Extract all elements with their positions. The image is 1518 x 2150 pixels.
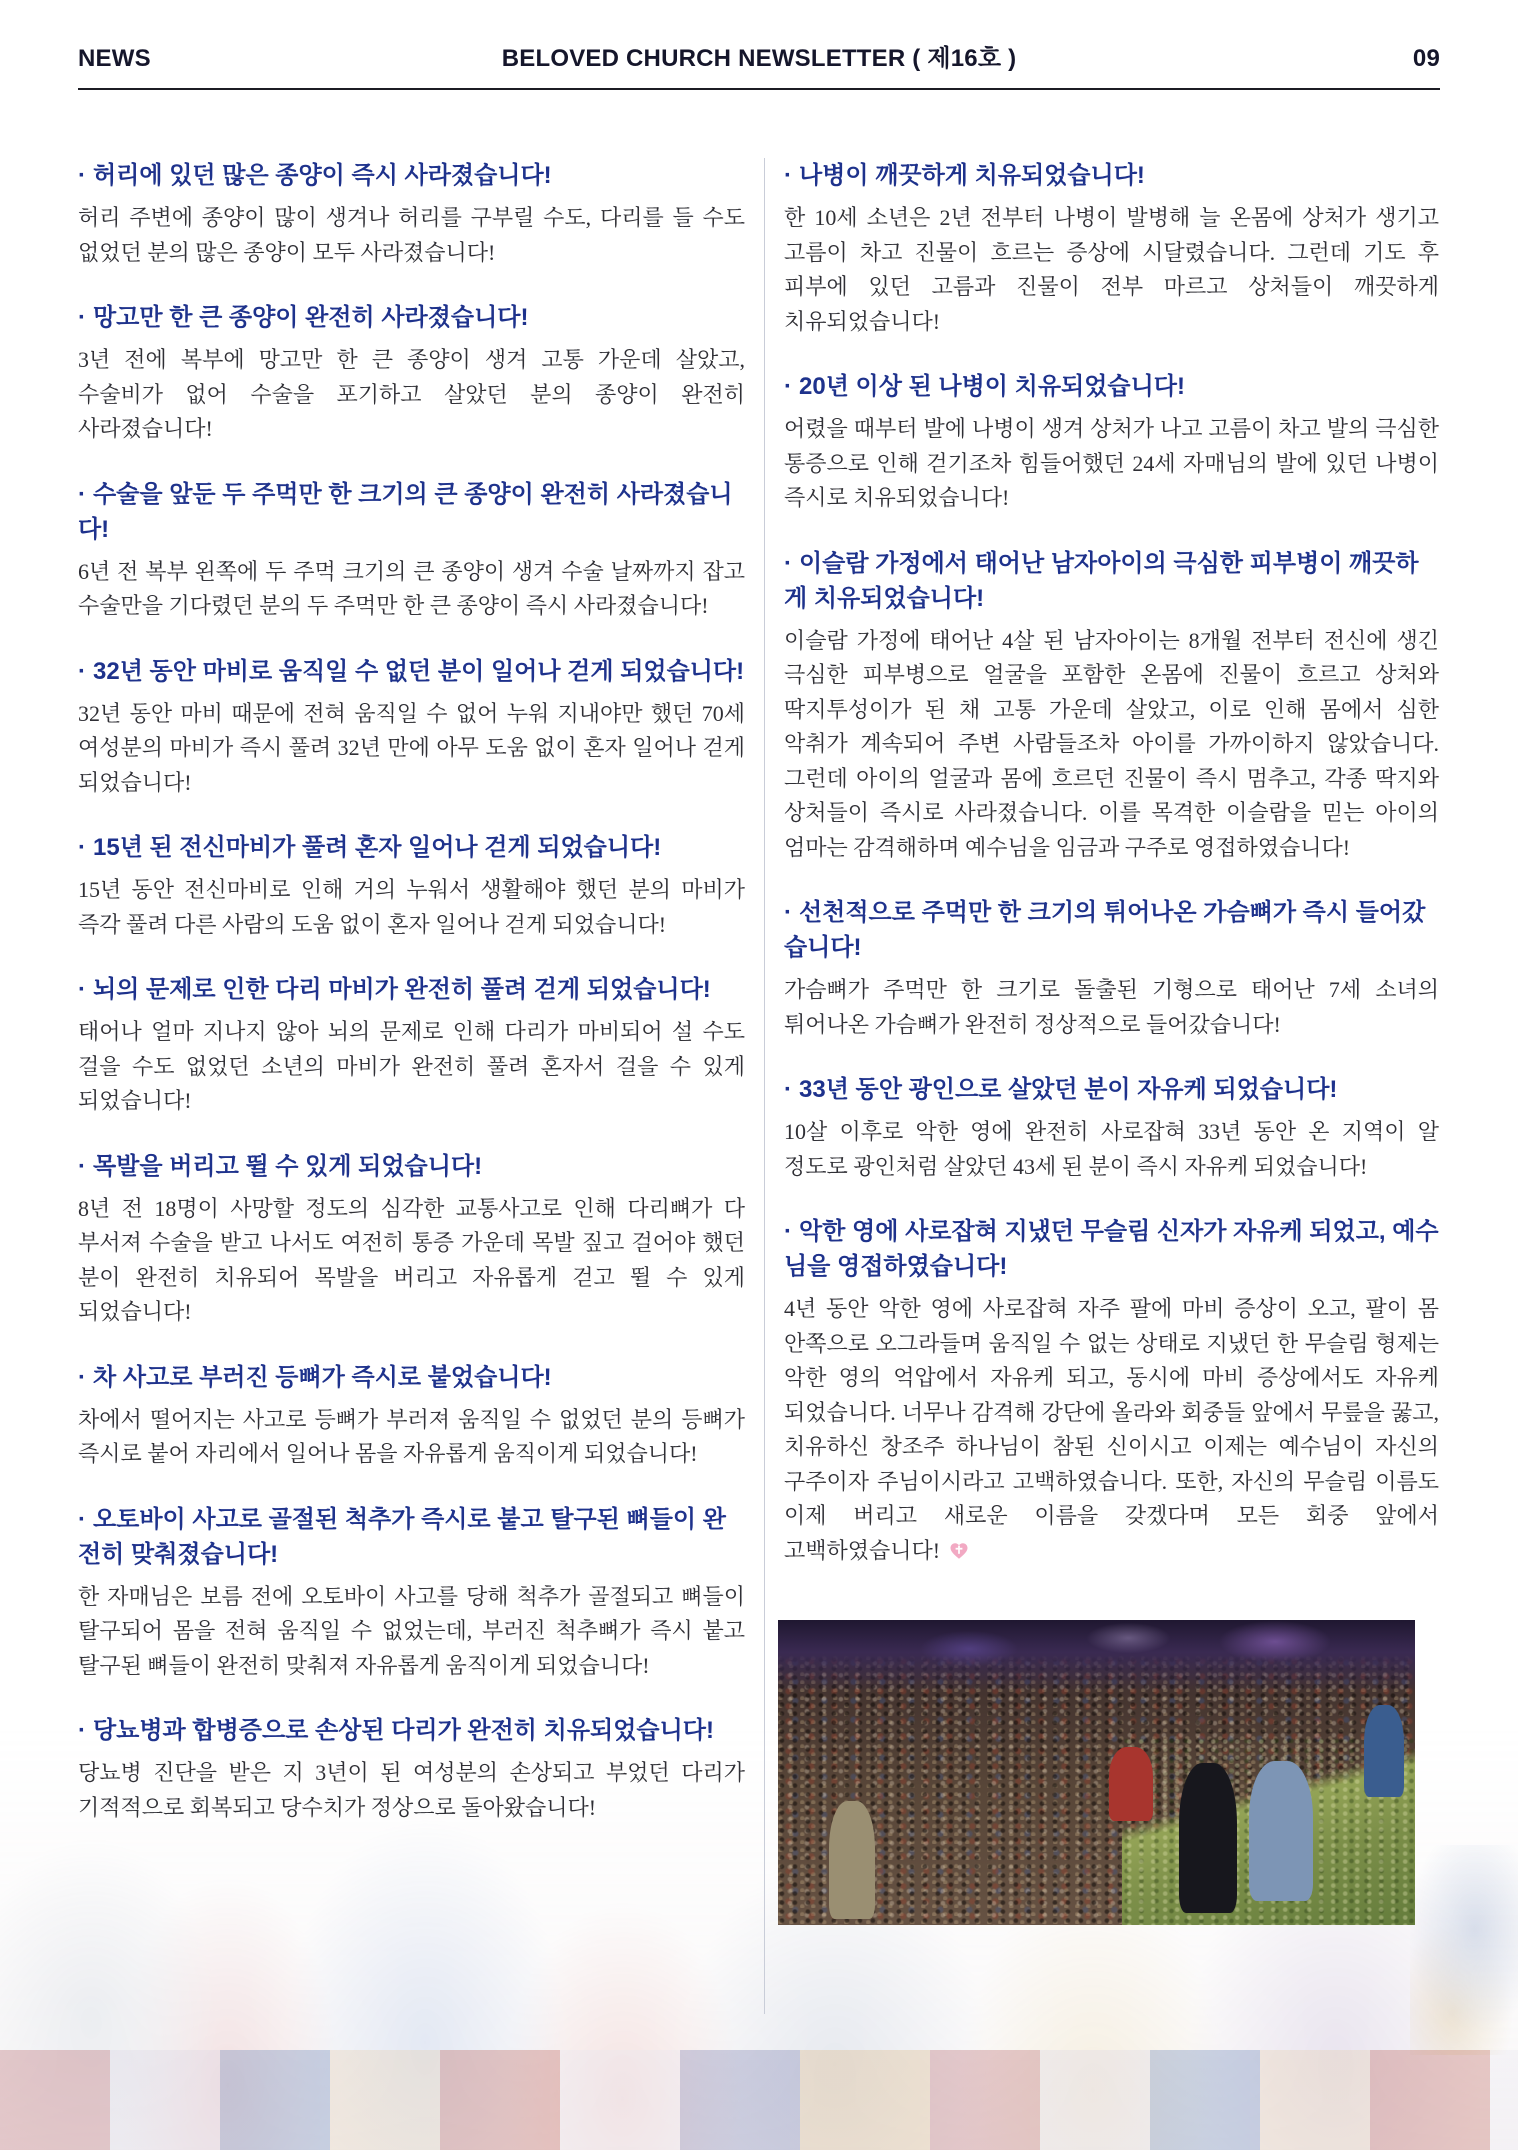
section-heading [784,158,1439,193]
news-section [78,1502,745,1684]
background-watermark-strip [0,2050,1518,2150]
header-news-label: NEWS [78,45,151,72]
bullet-glyph: · [784,1218,792,1245]
section-body-text: 한 자매님은 보름 전에 오토바이 사고를 당해 척추가 골절되고 뼈들이 탈구되어 몸을 전혀 움직일 수 없었는데, 부러진 척추뼈가 즉시 붙고 탈구된 뼈들이 완전히 맞춰져 자유롭게 움직이게 되었습니다! [78,1583,745,1678]
section-body [784,973,1439,1042]
section-heading [78,300,745,335]
section-heading [78,654,745,689]
section-heading-text: 수술을 앞둔 두 주먹만 한 크기의 큰 종양이 완전히 사라졌습니다! [78,480,733,543]
section-body [78,1403,745,1472]
section-body-text: 4년 동안 악한 영에 사로잡혀 자주 팔에 마비 증상이 오고, 팔이 몸 안쪽으로 오그라들며 움직일 수 없는 상태로 지냈던 한 무슬림 형제는 악한 영의 억압에서 자유케 되고, 동시에 마비 증상에서도 자유케 되었습니다. 너무나 감격해 강단에 올라와 회중들 앞에서 무릎을 꿇고, 치유하신 창조주 하나님이 참된 신이시고 이제는 예수님이 자신의 구주이자 주님이시라고 고백하였습니다. 또한, 자신의 무슬림 이름도 이제 버리고 새로운 이름을 갖겠다며 모든 회중 앞에서 고백하였습니다! [784,1296,1439,1563]
section-body [78,343,745,447]
section-heading-text: 당뇨병과 합병증으로 손상된 다리가 완전히 치유되었습니다! [93,1717,714,1744]
section-body-text: 당뇨병 진단을 받은 지 3년이 된 여성분의 손상되고 부었던 다리가 기적적으로 회복되고 당수치가 정상으로 돌아왔습니다! [78,1760,745,1820]
stage-lights-band [778,1620,1415,1692]
section-heading [78,1149,745,1184]
bullet-glyph: · [784,899,792,926]
section-heading-text: 이슬람 가정에서 태어난 남자아이의 극심한 피부병이 깨끗하게 치유되었습니다! [784,549,1419,612]
bullet-glyph: · [78,1152,86,1180]
section-heading-text: 악한 영에 사로잡혀 지냈던 무슬림 신자가 자유케 되었고, 예수님을 영접하였습니다! [784,1218,1439,1280]
red-shirt-figure [1109,1747,1153,1821]
section-heading [784,369,1439,404]
section-heading [784,546,1439,616]
bullet-glyph: · [784,162,792,189]
section-heading-text: 20년 이상 된 나병이 치유되었습니다! [799,373,1185,400]
news-section [78,830,745,942]
section-heading [784,1214,1439,1284]
section-body [78,1015,745,1119]
blue-suit-figure [1364,1705,1404,1797]
news-section [78,300,745,447]
heart-cross-icon [948,1541,970,1561]
section-body-text: 태어나 얼마 지나지 않아 뇌의 문제로 인해 다리가 마비되어 설 수도 걸을 수도 없었던 소년의 마비가 완전히 풀려 혼자서 걸을 수 있게 되었습니다! [78,1019,745,1113]
column-divider [764,158,765,2014]
section-heading [78,830,745,865]
section-heading-text: 오토바이 사고로 골절된 척추가 즉시로 붙고 탈구된 뼈들이 완전히 맞춰졌습니다! [78,1505,726,1568]
section-heading-text: 나병이 깨끗하게 치유되었습니다! [799,162,1145,189]
section-body [784,201,1439,339]
section-body-text: 3년 전에 복부에 망고만 한 큰 종양이 생겨 고통 가운데 살았고, 수술비가 없어 수술을 포기하고 살았던 분의 종양이 완전히 사라졌습니다! [78,347,745,441]
blue-shirt-figure [1249,1761,1313,1901]
section-heading-text: 15년 된 전신마비가 풀려 혼자 일어나 걷게 되었습니다! [93,834,662,861]
section-heading [78,1713,745,1748]
section-body [784,412,1439,516]
section-heading [784,1072,1439,1107]
bullet-glyph: · [784,549,792,577]
bullet-glyph: · [78,162,86,189]
section-body-text: 10살 이후로 악한 영에 완전히 사로잡혀 33년 동안 온 지역이 알 정도로 광인처럼 살았던 43세 된 분이 즉시 자유케 되었습니다! [784,1119,1439,1179]
section-body [78,697,745,801]
section-body [78,555,745,624]
news-section [78,972,745,1119]
news-section [78,1360,745,1472]
section-body [78,1756,745,1825]
section-body-text: 차에서 떨어지는 사고로 등뼈가 부러져 움직일 수 없었던 분의 등뼈가 즉시로 붙어 자리에서 일어나 몸을 자유롭게 움직이게 되었습니다! [78,1406,745,1466]
section-body-text: 어렸을 때부터 발에 나병이 생겨 상처가 나고 고름이 차고 발의 극심한 통증으로 인해 걷기조차 힘들어했던 24세 자매님의 발에 있던 나병이 즉시로 치유되었습니다! [784,416,1439,510]
news-section [78,477,745,624]
section-body-text: 6년 전 복부 왼쪽에 두 주먹 크기의 큰 종양이 생겨 수술 날짜까지 잡고 수술만을 기다렸던 분의 두 주먹만 한 큰 종양이 즉시 사라졌습니다! [78,558,745,618]
section-heading [78,972,745,1007]
section-heading-text: 뇌의 문제로 인한 다리 마비가 완전히 풀려 걷게 되었습니다! [93,976,711,1003]
section-heading-text: 허리에 있던 많은 종양이 즉시 사라졌습니다! [93,162,552,189]
bullet-glyph: · [78,304,86,331]
section-heading-text: 차 사고로 부러진 등뼈가 즉시로 붙었습니다! [93,1363,552,1391]
section-body-text: 한 10세 소년은 2년 전부터 나병이 발병해 늘 온몸에 상처가 생기고 고름이 차고 진물이 흐르는 증상에 시달렸습니다. 그런데 기도 후 피부에 있던 고름과 진물이 전부 마르고 상처들이 깨끗하게 치유되었습니다! [784,205,1439,334]
section-body [784,1292,1439,1568]
two-column-layout [78,128,1440,2014]
news-section [78,1149,745,1330]
bullet-glyph: · [78,834,86,861]
news-section [784,895,1439,1042]
news-section [784,158,1439,339]
page-header [78,38,1440,73]
news-section [784,1214,1439,1568]
bullet-glyph: · [78,1717,86,1744]
news-section [784,1072,1439,1184]
news-section [78,1713,745,1825]
section-body-text: 이슬람 가정에 태어난 4살 된 남자아이는 8개월 전부터 전신에 생긴 극심한 피부병으로 얼굴을 포함한 온몸에 진물이 흐르고 상처와 딱지투성이가 된 채 고통 가운데 살았고, 이로 인해 몸에서 심한 악취가 계속되어 주변 사람들조차 아이를 가까이하지 않았습니다. 그런데 아이의 얼굴과 몸에 흐르던 진물이 즉시 멈추고, 각종 딱지와 상처들이 즉시로 사라졌습니다. 이를 목격한 이슬람을 믿는 아이의 엄마는 감격해하며 예수님을 임금과 구주로 영접하였습니다! [784,627,1439,860]
section-body-text: 8년 전 18명이 사망할 정도의 심각한 교통사고로 인해 다리뼈가 다 부서져 수술을 받고 나서도 여전히 통증 가운데 목발 짚고 걸어야 했던 분이 완전히 치유되어 목발을 버리고 자유롭게 걷고 뛸 수 있게 되었습니다! [78,1195,745,1324]
news-section [784,546,1439,866]
bullet-glyph: · [784,373,792,400]
news-section [784,369,1439,516]
section-body-text: 15년 동안 전신마비로 인해 거의 누워서 생활해야 했던 분의 마비가 즉각 풀려 다른 사람의 도움 없이 혼자 일어나 걷게 되었습니다! [78,877,745,937]
bullet-glyph: · [78,480,86,508]
section-body [78,873,745,942]
right-column [784,128,1439,2014]
bullet-glyph: · [78,657,86,685]
section-heading-text: 망고만 한 큰 종양이 완전히 사라졌습니다! [93,304,529,331]
bullet-glyph: · [784,1076,792,1103]
section-body [78,201,745,270]
news-section [78,654,745,801]
left-column [78,128,745,2014]
section-heading [78,158,745,193]
section-heading-text: 32년 동안 마비로 움직일 수 없던 분이 일어나 걷게 되었습니다! [93,657,745,685]
section-heading [784,895,1439,965]
header-rule [78,88,1440,90]
crowd-photo [778,1620,1415,1925]
bullet-glyph: · [78,976,86,1003]
section-heading [78,1360,745,1395]
section-heading-text: 33년 동안 광인으로 살았던 분이 자유케 되었습니다! [799,1076,1338,1103]
section-body [78,1580,745,1684]
page-number: 09 [1412,45,1440,72]
bullet-glyph: · [78,1363,86,1391]
khaki-figure [829,1801,875,1919]
section-body-text: 가슴뼈가 주먹만 한 크기로 돌출된 기형으로 태어난 7세 소녀의 튀어나온 가슴뼈가 완전히 정상적으로 들어갔습니다! [784,977,1439,1037]
section-body-text: 허리 주변에 종양이 많이 생겨나 허리를 구부릴 수도, 다리를 들 수도 없었던 분의 많은 종양이 모두 사라졌습니다! [78,205,745,265]
section-body [784,624,1439,866]
section-heading [78,477,745,547]
bullet-glyph: · [78,1505,86,1533]
section-body [78,1192,745,1330]
section-heading [78,1502,745,1572]
header-title: BELOVED CHURCH NEWSLETTER ( 제16호 ) [501,45,1017,72]
section-heading-text: 목발을 버리고 뛸 수 있게 되었습니다! [93,1152,483,1180]
dark-suit-figure [1179,1763,1237,1913]
section-heading-text: 선천적으로 주먹만 한 크기의 튀어나온 가슴뼈가 즉시 들어갔습니다! [784,899,1426,961]
section-body [784,1115,1439,1184]
news-section [78,158,745,270]
section-body-text: 32년 동안 마비 때문에 전혀 움직일 수 없어 누워 지내야만 했던 70세 여성분의 마비가 즉시 풀려 32년 만에 아무 도움 없이 혼자 일어나 걷게 되었습니다! [78,700,745,795]
